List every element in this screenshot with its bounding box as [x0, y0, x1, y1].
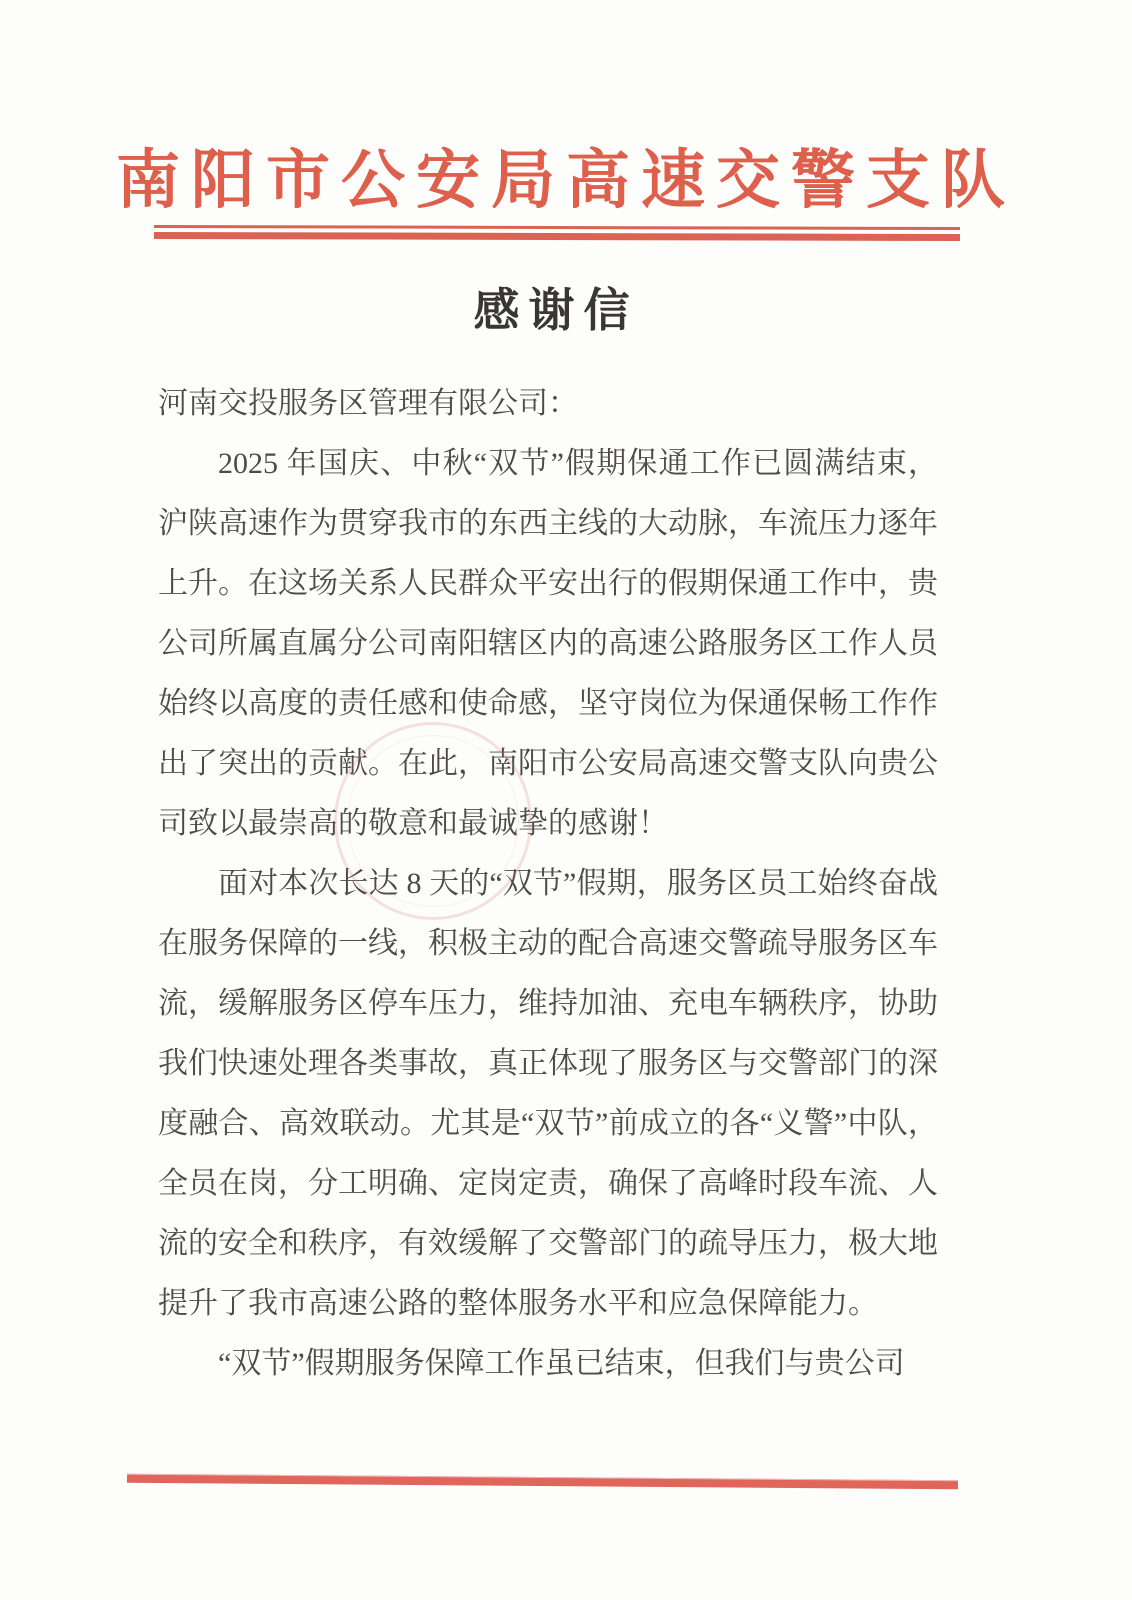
paragraph-1: 2025 年国庆、中秋“双节”假期保通工作已圆满结束，沪陕高速作为贯穿我市的东西主线的大动脉，车流压力逐年上升。在这场关系人民群众平安出行的假期保通工作中，贵公司所属直属分公司南阳辖区内的高速公路服务区工作人员始终以高度的责任感和使命感，坚守岗位为保通保畅工作作出了突出的贡献。在此，南阳市公安局高速交警支队向贵公司致以最崇高的敬意和最诚挚的感谢！ [158, 447, 938, 840]
document-title: 感谢信 [473, 284, 639, 336]
letterhead-org-name: 南阳市公安局高速交警支队 [116, 145, 1016, 216]
letter-body [158, 374, 938, 1394]
footer-rule [127, 1474, 958, 1490]
paragraph-2: 面对本次长达 8 天的“双节”假期，服务区员工始终奋战在服务保障的一线，积极主动的配合高速交警疏导服务区车流，缓解服务区停车压力，维持加油、充电车辆秩序，协助我们快速处理各类事故，真正体现了服务区与交警部门的深度融合、高效联动。尤其是“双节”前成立的各“义警”中队，全员在岗，分工明确、定岗定责，确保了高峰时段车流、人流的安全和秩序，有效缓解了交警部门的疏导压力，极大地提升了我市高速公路的整体服务水平和应急保障能力。 [158, 867, 938, 1320]
letterhead [0, 138, 1132, 240]
letterhead-double-rule [154, 225, 960, 241]
salutation: 河南交投服务区管理有限公司： [158, 387, 578, 420]
paragraph-3: “双节”假期服务保障工作虽已结束，但我们与贵公司 [218, 1347, 905, 1380]
